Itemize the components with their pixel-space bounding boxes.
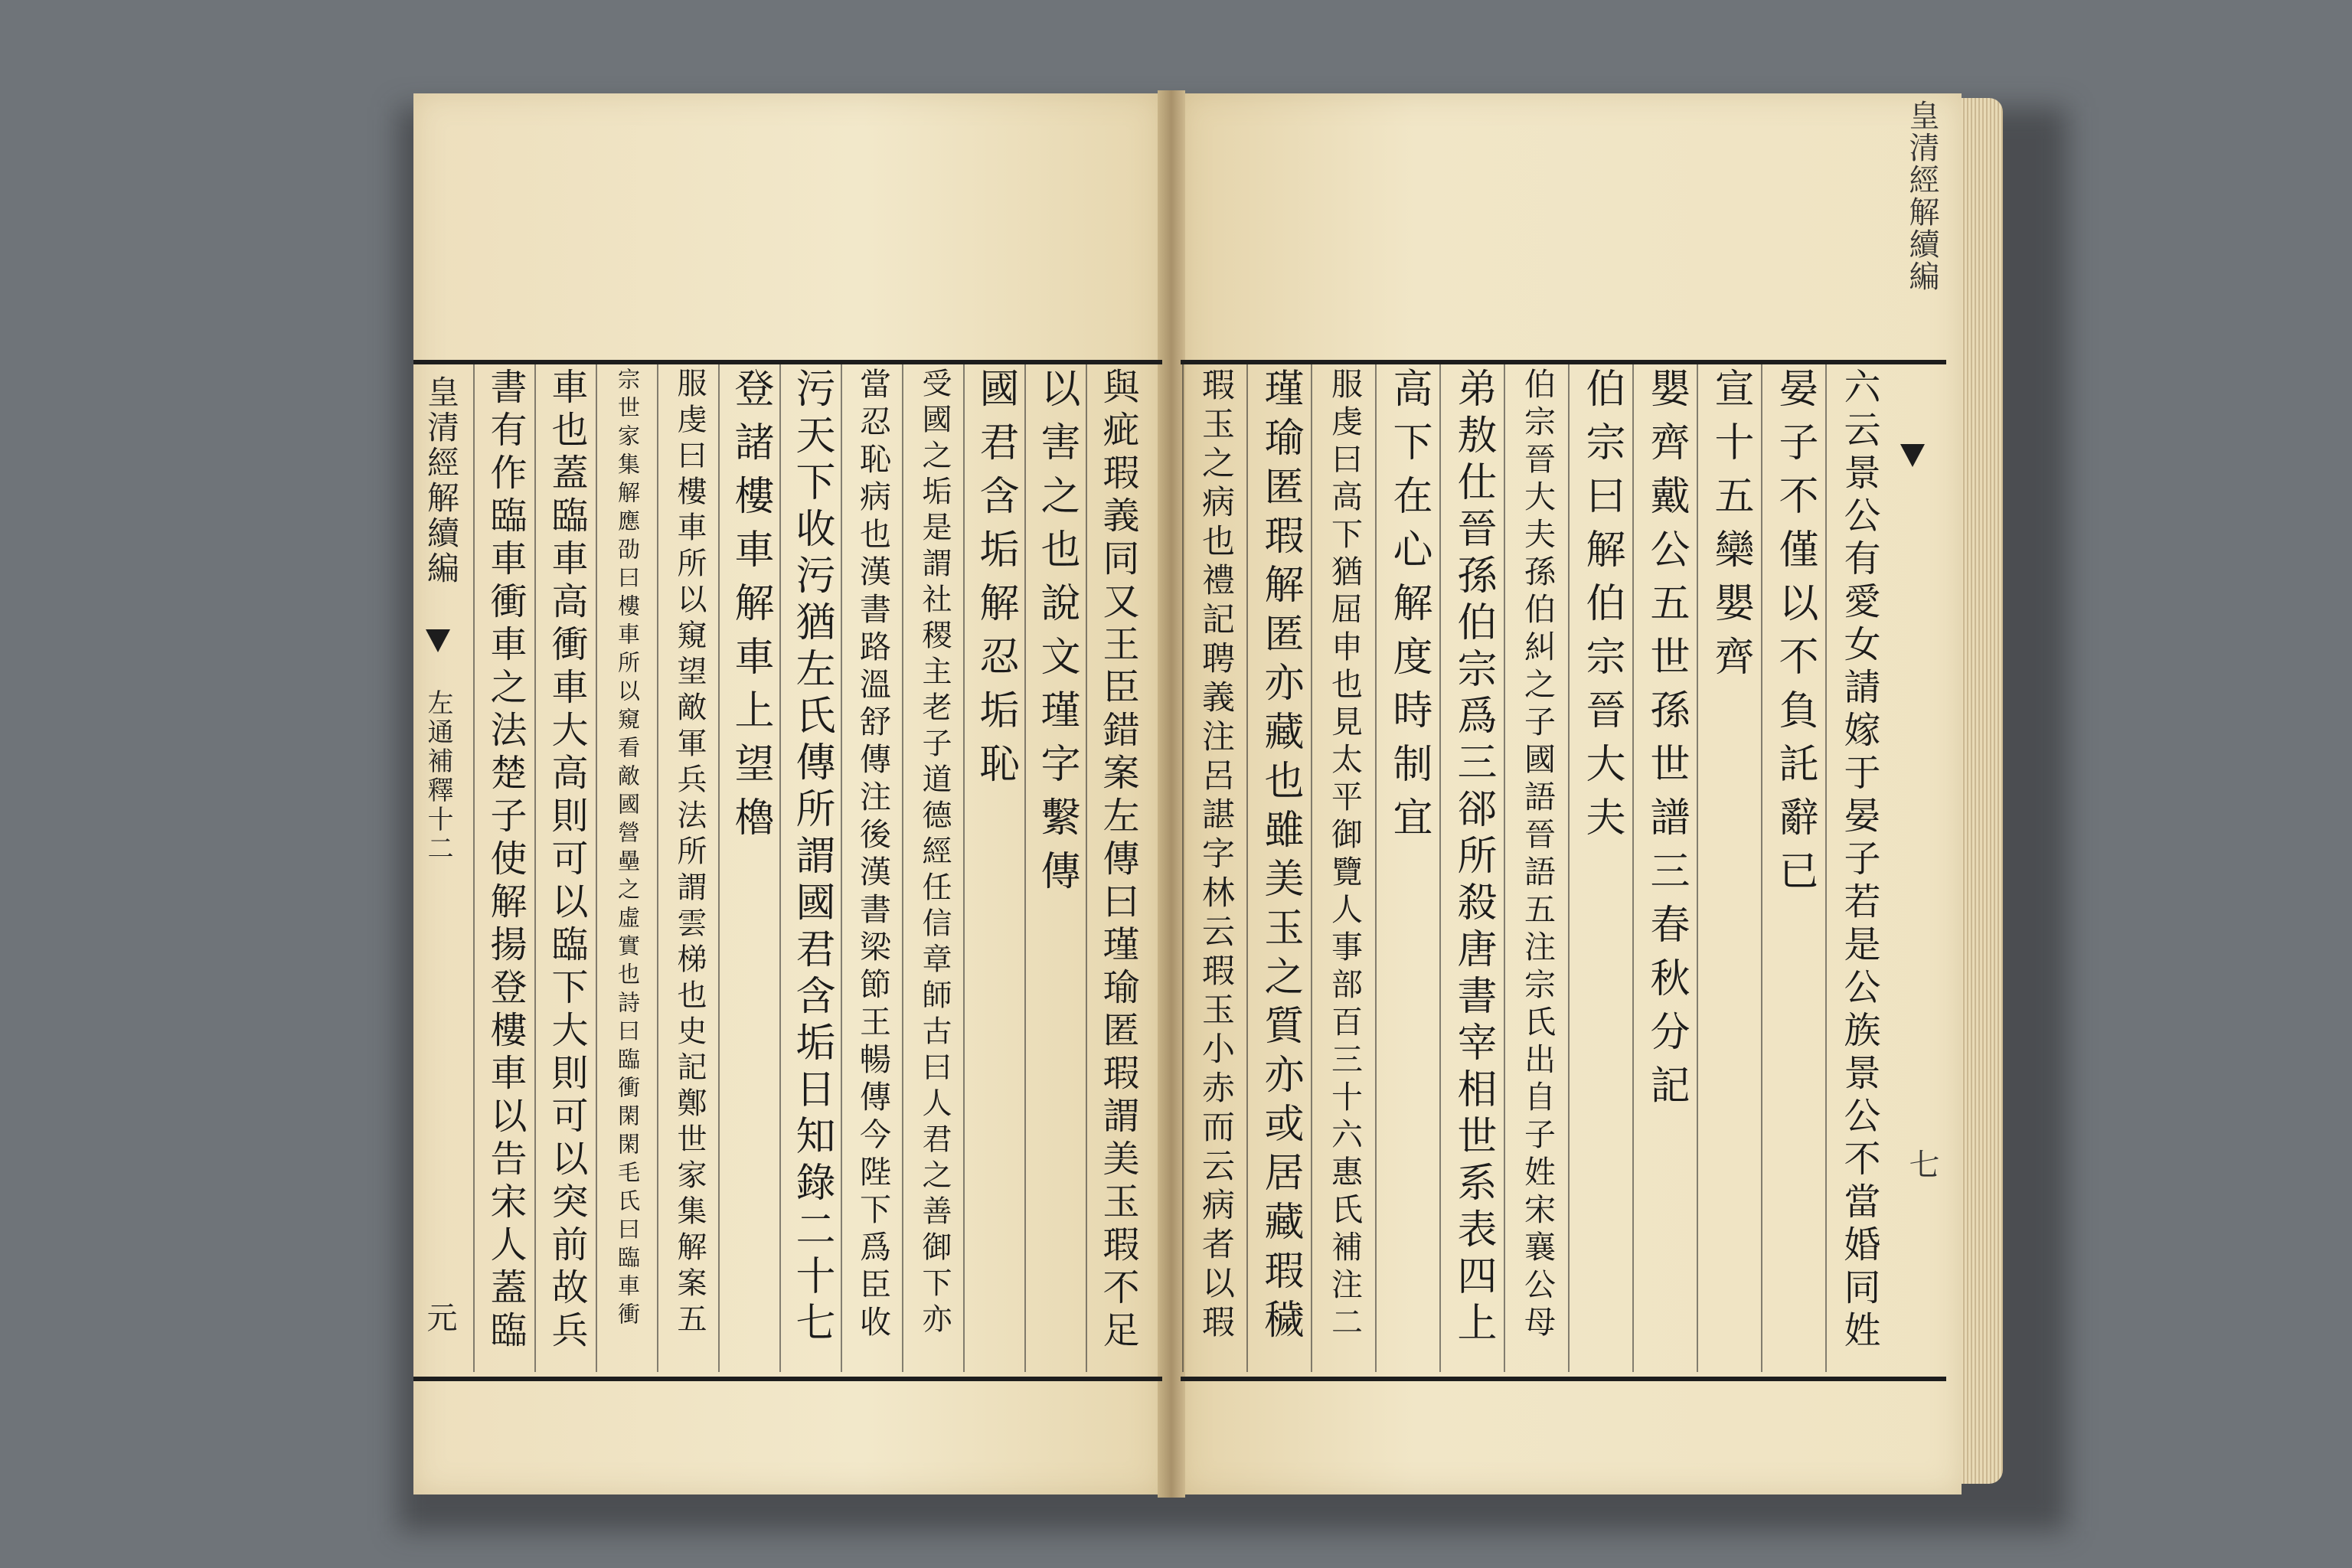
fishtail-mark-right — [1900, 444, 1925, 467]
page-edges — [1957, 98, 2003, 1484]
text-column: 瑕玉之病也禮記聘義注呂諶字林云瑕玉小赤而云病者以瑕 — [1197, 368, 1235, 1344]
text-column: 六云景公有愛女請嫁于晏子若是公族景公不當婚同姓 — [1838, 368, 1880, 1354]
text-column: 服虔曰高下猶屈申也見太平御覽人事部百三十六惠氏補注二 — [1326, 368, 1363, 1343]
text-column: 瑾瑜匿瑕解匿亦藏也雖美玉之質亦或居藏瑕穢 — [1257, 368, 1303, 1348]
text-column: 宣十五欒嬰齊 — [1707, 368, 1753, 689]
text-column: 登諸樓車解車上望櫓 — [727, 368, 773, 850]
text-column: 受國之垢是謂社稷主老子道德經任信章師古曰人君之善御下亦 — [917, 368, 952, 1339]
text-column: 污天下收污猶左氏傳所謂國君含垢日知錄二十七 — [789, 368, 835, 1348]
right-margin-number: 七 — [1904, 1148, 1939, 1179]
text-column: 以害之也說文瑾字繫傳 — [1034, 368, 1080, 903]
left-margin-subtitle: 左通補釋十二 — [423, 689, 453, 864]
text-column: 宗世家集解應劭曰樓車所以窺看敵國營壘之虛實也詩曰臨衝閑閑毛氏曰臨車衝 — [615, 368, 641, 1331]
left-margin-folio: 元 — [422, 1302, 457, 1332]
left-margin-title: 皇清經解續編 — [423, 375, 460, 586]
text-column: 高下在心解度時制宜 — [1386, 368, 1432, 850]
text-column: 當忍恥病也漢書路溫舒傳注後漢書梁節王暢傳今陛下爲臣收 — [854, 368, 891, 1343]
text-column: 書有作臨車衝車之法楚子使解揚登樓車以告宋人蓋臨 — [484, 368, 527, 1354]
text-column: 嬰齊戴公五世孫世譜三春秋分記 — [1643, 368, 1689, 1118]
text-column: 國君含垢解忍垢恥 — [972, 368, 1018, 796]
right-margin-title: 皇清經解續編 — [1904, 100, 1939, 292]
text-column: 弟敖仕晉孫伯宗爲三郤所殺唐書宰相世系表四上 — [1450, 368, 1496, 1348]
text-column: 伯宗晉大夫孫伯糾之子國語晉語五注宗氏出自子姓宋襄公母 — [1519, 368, 1556, 1343]
text-column: 車也蓋臨車高衝車大高則可以臨下大則可以突前故兵 — [545, 368, 588, 1354]
text-column: 伯宗曰解伯宗晉大夫 — [1579, 368, 1625, 850]
text-column: 晏子不僅以不負託辭已 — [1772, 368, 1818, 903]
fishtail-mark-left — [426, 629, 450, 652]
text-column: 服虔曰樓車所以窺望敵軍兵法所謂雲梯也史記鄭世家集解案五 — [672, 368, 707, 1339]
text-column: 與疵瑕義同又王臣錯案左傳曰瑾瑜匿瑕謂美玉瑕不足 — [1096, 368, 1139, 1354]
